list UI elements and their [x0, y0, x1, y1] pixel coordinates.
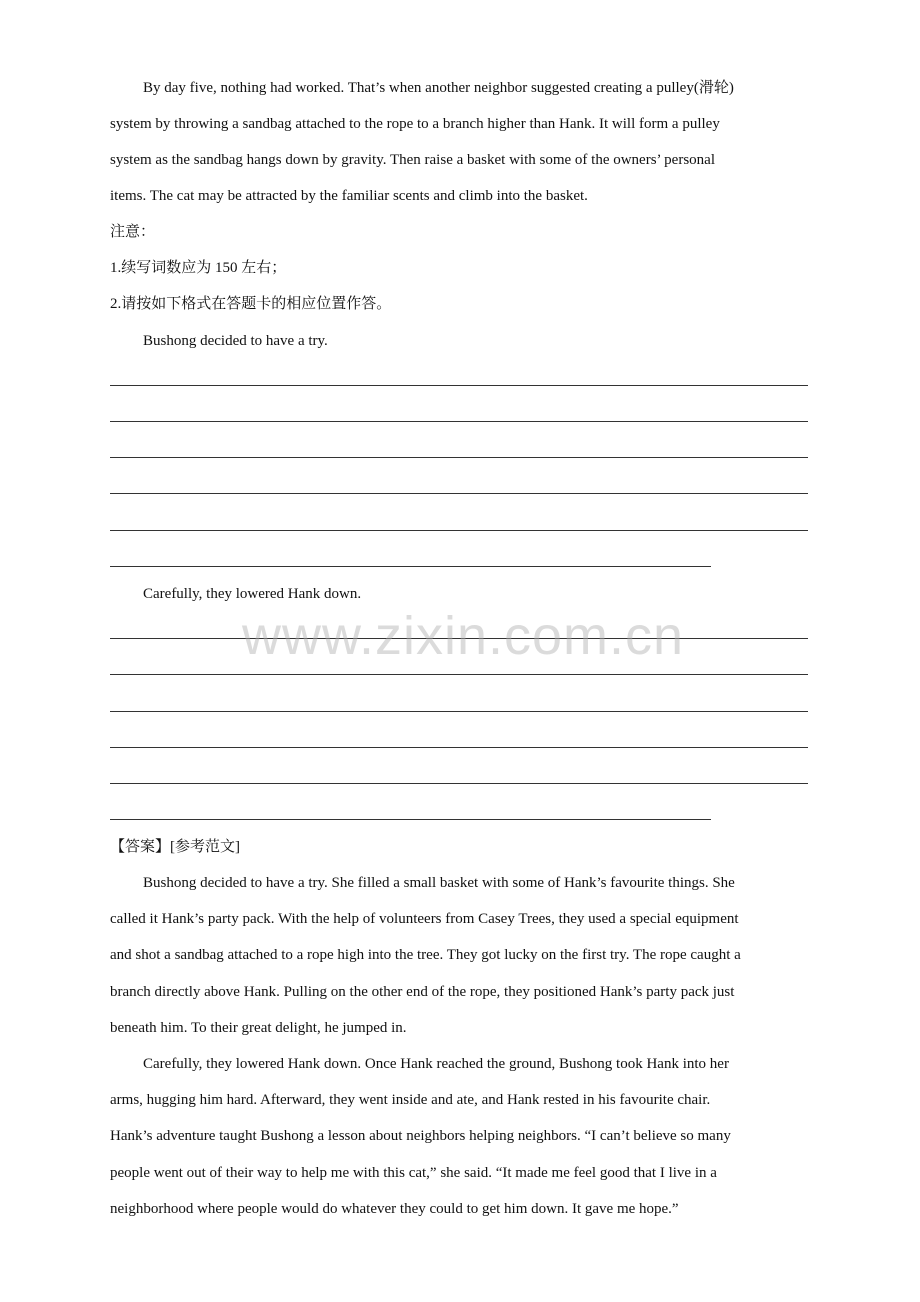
passage-line: system as the sandbag hangs down by gravity. Then raise a basket with some of the owners’ personal: [110, 152, 715, 168]
answer-line: [110, 747, 808, 748]
answer-line-text: called it Hank’s party pack. With the help of volunteers from Casey Trees, they used a special equipment: [110, 911, 739, 927]
answer-label: 【答案】[参考范文]: [110, 839, 240, 855]
answer-line-text: Hank’s adventure taught Bushong a lesson about neighbors helping neighbors. “I can’t believe so many: [110, 1128, 731, 1144]
answer-line: [110, 457, 808, 458]
answer-line: [110, 783, 808, 784]
notes-item: 1.续写词数应为 150 左右；: [110, 260, 287, 276]
answer-line-text: Carefully, they lowered Hank down. Once Hank reached the ground, Bushong took Hank into her: [143, 1056, 729, 1072]
answer-line-text: arms, hugging him hard. Afterward, they went inside and ate, and Hank rested in his favourite chair.: [110, 1092, 711, 1108]
answer-line: [110, 530, 808, 531]
passage-line: system by throwing a sandbag attached to the rope to a branch higher than Hank. It will form a pulley: [110, 116, 720, 132]
continuation-prompt: Bushong decided to have a try.: [143, 333, 328, 349]
answer-line-text: Bushong decided to have a try. She filled a small basket with some of Hank’s favourite things. She: [143, 875, 735, 891]
answer-line-text: people went out of their way to help me with this cat,” she said. “It made me feel good that I live in a: [110, 1165, 717, 1181]
passage-line: items. The cat may be attracted by the familiar scents and climb into the basket.: [110, 188, 588, 204]
answer-line: [110, 566, 711, 567]
continuation-prompt: Carefully, they lowered Hank down.: [143, 586, 362, 602]
answer-line-text: branch directly above Hank. Pulling on the other end of the rope, they positioned Hank’s party pack just: [110, 984, 735, 1000]
answer-line-text: neighborhood where people would do whatever they could to get him down. It gave me hope.”: [110, 1201, 679, 1217]
answer-line: [110, 674, 808, 675]
answer-line: [110, 711, 808, 712]
answer-line-text: and shot a sandbag attached to a rope high into the tree. They got lucky on the first try. The rope caught a: [110, 947, 741, 963]
answer-line: [110, 493, 808, 494]
answer-line: [110, 385, 808, 386]
notes-heading: 注意：: [110, 224, 156, 240]
answer-line-text: beneath him. To their great delight, he jumped in.: [110, 1020, 407, 1036]
answer-line: [110, 819, 711, 820]
passage-line: By day five, nothing had worked. That’s when another neighbor suggested creating a pulley(滑轮): [143, 80, 734, 96]
answer-line: [110, 421, 808, 422]
notes-item: 2.请按如下格式在答题卡的相应位置作答。: [110, 296, 392, 312]
watermark: www.zixin.com.cn: [241, 606, 685, 666]
